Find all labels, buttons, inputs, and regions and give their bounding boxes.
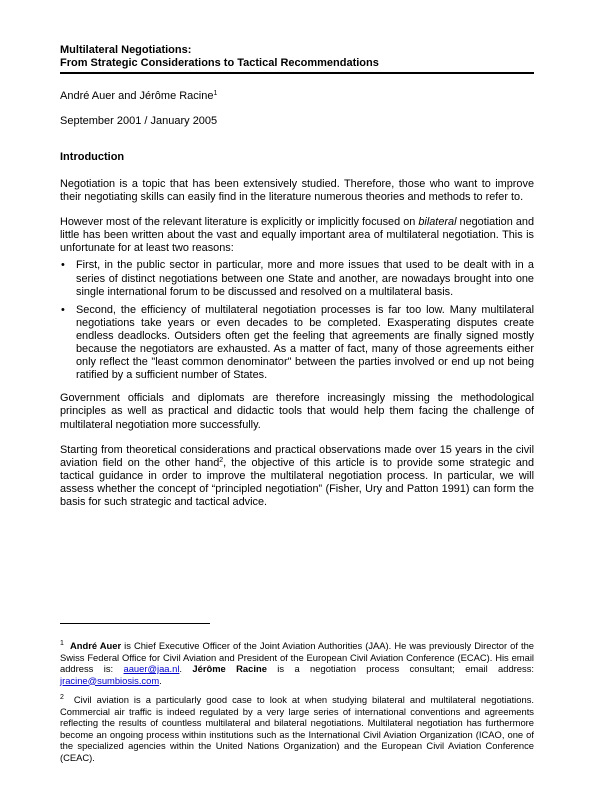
footnote-ref-1[interactable]: 1 — [213, 90, 218, 97]
bullet-icon: • — [61, 259, 65, 272]
footnote-separator — [60, 623, 210, 624]
paragraph-2-text-b: negotiation and little has been written about the vast and equally important area of multilateral negotiation. This is unfortunate for at least two reasons: — [60, 216, 534, 255]
footnote-1 — [60, 640, 534, 686]
list-item — [60, 304, 534, 383]
list-item — [60, 259, 534, 298]
footnote-1-text-a: is Chief Executive Officer of the Joint Aviation Authorities (JAA). He was previously Director of the Swiss Federal Office for Civil Aviation and President of the European Civil Aviation Conference (ECAC). His email address is: — [60, 640, 534, 674]
emphasis-bilateral: bilateral — [418, 216, 457, 229]
document-title — [60, 44, 534, 70]
footnotes — [60, 640, 534, 763]
footnote-name-racine: Jérôme Racine — [192, 663, 267, 674]
footnote-mark-2: 2 — [60, 694, 64, 701]
paragraph-2 — [60, 216, 534, 255]
email-link-racine[interactable]: jracine@sumbiosis.com — [60, 674, 160, 686]
footnote-2 — [60, 694, 534, 763]
list-item-text: Second, the efficiency of multilateral negotiation processes is far too low. Many multilateral negotiations take years or even decades to be completed. Exasperating disputes create endless deadlocks. Outsiders often get the feeling that agreements are finally signed mostly because the negotiators are exhausted. As a matter of fact, many of those agreements either only reflect the "least common denominator" between the parties involved or end up not being ratified by a sufficient number of States. — [76, 303, 534, 382]
footnote-2-text: Civil aviation is a particularly good case to look at when studying bilateral and multilateral negotiations. Commercial air traffic is indeed regulated by a very large series of international conventions and agreements reflecting the results of countless multilateral and bilateral negotiations. Multilateral negotiation has furthermore become an ongoing process within institutions such as the International Civil Aviation Organization (ICAO, one of the specialized agencies within the United Nations Organization) and the European Civil Aviation Conference (CEAC). — [60, 694, 534, 763]
bullet-icon: • — [61, 303, 65, 316]
paragraph-4-text-b: , the objective of this article is to provide some strategic and tactical guidance in order to improve the multilateral negotiation process. In particular, we will assess whether the concept of “principled negotiation” (Fisher, Ury and Patton 1991) can form the basis for such strategic and tactical advice. — [60, 456, 534, 508]
title-line-2: From Strategic Considerations to Tactical Recommendations — [60, 57, 379, 69]
document-body — [60, 44, 534, 509]
list-item-text: First, in the public sector in particular, more and more issues that used to be dealt with in a series of distinct negotiations between one State and another, are nowadays brought into one single international forum to be discussed and resolved on a multilateral basis. — [76, 259, 534, 298]
paragraph-4-text-a: Starting from theoretical considerations and practical observations made over 15 years in the civil aviation field on the other hand — [60, 443, 534, 469]
footnote-1-text-c: is a negotiation process consultant; email address: — [266, 663, 534, 674]
email-link-auer[interactable]: aauer@jaa.nl — [123, 663, 180, 674]
paragraph-3: Government officials and diplomats are therefore increasingly missing the methodological principles as well as practical and didactic tools that would help them facing the challenge of multilateral negotiation more successfully. — [60, 392, 534, 431]
paragraph-2-text-a: However most of the relevant literature is explicitly or implicitly focused on — [60, 216, 419, 229]
authors: André Auer and Jérôme Racine — [60, 90, 214, 102]
footnote-1-text-d: . — [159, 674, 162, 686]
footnote-1-text-b: . — [179, 663, 193, 674]
section-heading-introduction: Introduction — [60, 151, 125, 163]
reasons-list — [60, 259, 534, 382]
authors-line — [60, 90, 534, 103]
title-line-1: Multilateral Negotiations: — [60, 44, 192, 56]
paragraph-1: Negotiation is a topic that has been extensively studied. Therefore, those who want to improve their negotiating skills can easily find in the literature numerous theories and methods to refer to. — [60, 178, 534, 204]
footnote-name-auer: André Auer — [69, 640, 122, 651]
document-date: September 2001 / January 2005 — [60, 115, 218, 127]
footnote-mark-1: 1 — [60, 640, 64, 647]
footnote-ref-2[interactable]: 2 — [219, 456, 224, 464]
paragraph-4 — [60, 444, 534, 509]
title-underline — [60, 72, 534, 74]
